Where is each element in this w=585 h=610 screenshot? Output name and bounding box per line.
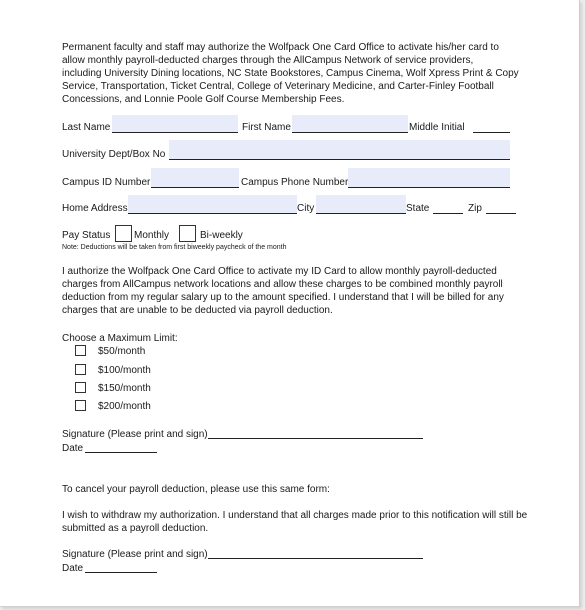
campus-phone-field[interactable] bbox=[348, 168, 510, 188]
pay-status-note: Note: Deductions will be taken from first biweekly paycheck of the month bbox=[62, 244, 287, 251]
pay-status-label: Pay Status bbox=[62, 230, 111, 241]
middle-initial-field[interactable] bbox=[473, 132, 510, 133]
signature-line[interactable] bbox=[208, 438, 423, 439]
first-name-field[interactable] bbox=[292, 115, 408, 133]
limit-50-checkbox[interactable] bbox=[75, 345, 86, 356]
withdraw-line: submitted as a payroll deduction. bbox=[62, 523, 209, 534]
city-label: City bbox=[297, 203, 315, 214]
authorize-line: charges from AllCampus network locations and allow these charges to be combined monthly payroll bbox=[62, 279, 503, 290]
campus-phone-label: Campus Phone Number bbox=[241, 177, 349, 188]
campus-id-field[interactable] bbox=[151, 168, 239, 188]
intro-line: Service, Transportation, Ticket Central, College of Veterinary Medicine, and Carter-Finley Football bbox=[62, 81, 494, 92]
home-address-field[interactable] bbox=[128, 195, 297, 214]
signature-label: Signature (Please print and sign) bbox=[62, 429, 208, 440]
monthly-label: Monthly bbox=[134, 230, 170, 241]
authorize-line: I authorize the Wolfpack One Card Office to activate my ID Card to allow monthly payroll-deducted bbox=[62, 266, 497, 277]
city-field[interactable] bbox=[316, 195, 406, 214]
limit-150-checkbox[interactable] bbox=[75, 382, 86, 393]
biweekly-checkbox[interactable] bbox=[179, 225, 196, 242]
state-field[interactable] bbox=[433, 213, 463, 214]
last-name-field[interactable] bbox=[112, 115, 238, 133]
limit-option-label: $50/month bbox=[98, 346, 146, 357]
home-address-label: Home Address bbox=[62, 203, 128, 214]
withdraw-line: I wish to withdraw my authorization. I understand that all charges made prior to this notification will still be bbox=[62, 510, 528, 521]
date-label: Date bbox=[62, 443, 84, 454]
middle-initial-label: Middle Initial bbox=[409, 122, 465, 133]
state-label: State bbox=[406, 203, 430, 214]
biweekly-label: Bi-weekly bbox=[200, 230, 243, 241]
date-line[interactable] bbox=[85, 452, 157, 453]
limit-100-checkbox[interactable] bbox=[75, 364, 86, 375]
cancel-signature-line[interactable] bbox=[208, 558, 423, 559]
dept-box-label: University Dept/Box No bbox=[62, 149, 166, 160]
last-name-label: Last Name bbox=[62, 122, 111, 133]
campus-id-label: Campus ID Number bbox=[62, 177, 151, 188]
dept-box-field[interactable] bbox=[169, 140, 510, 160]
intro-line: allow monthly payroll-deducted charges through the AllCampus Network of service providers, bbox=[62, 55, 474, 66]
first-name-label: First Name bbox=[242, 122, 291, 133]
cancel-date-label: Date bbox=[62, 563, 84, 574]
intro-line: Permanent faculty and staff may authorize the Wolfpack One Card Office to activate his/her card to bbox=[62, 42, 499, 53]
authorize-line: charges that are unable to be deducted via payroll deduction. bbox=[62, 305, 333, 316]
zip-label: Zip bbox=[468, 203, 482, 214]
cancel-date-line[interactable] bbox=[85, 572, 157, 573]
limit-label: Choose a Maximum Limit: bbox=[62, 333, 178, 344]
limit-option-label: $200/month bbox=[98, 401, 151, 412]
zip-field[interactable] bbox=[486, 213, 516, 214]
cancel-instructions: To cancel your payroll deduction, please use this same form: bbox=[62, 484, 330, 495]
limit-option-label: $150/month bbox=[98, 383, 151, 394]
intro-line: including University Dining locations, NC State Bookstores, Campus Cinema, Wolf Xpress Print & Copy bbox=[62, 68, 519, 79]
limit-200-checkbox[interactable] bbox=[75, 400, 86, 411]
cancel-signature-label: Signature (Please print and sign) bbox=[62, 549, 208, 560]
limit-option-label: $100/month bbox=[98, 365, 151, 376]
authorize-line: deduction from my regular salary up to the amount specified. I understand that I will be billed for any bbox=[62, 292, 504, 303]
intro-line: Concessions, and Lonnie Poole Golf Course Membership Fees. bbox=[62, 94, 345, 105]
monthly-checkbox[interactable] bbox=[115, 225, 132, 242]
